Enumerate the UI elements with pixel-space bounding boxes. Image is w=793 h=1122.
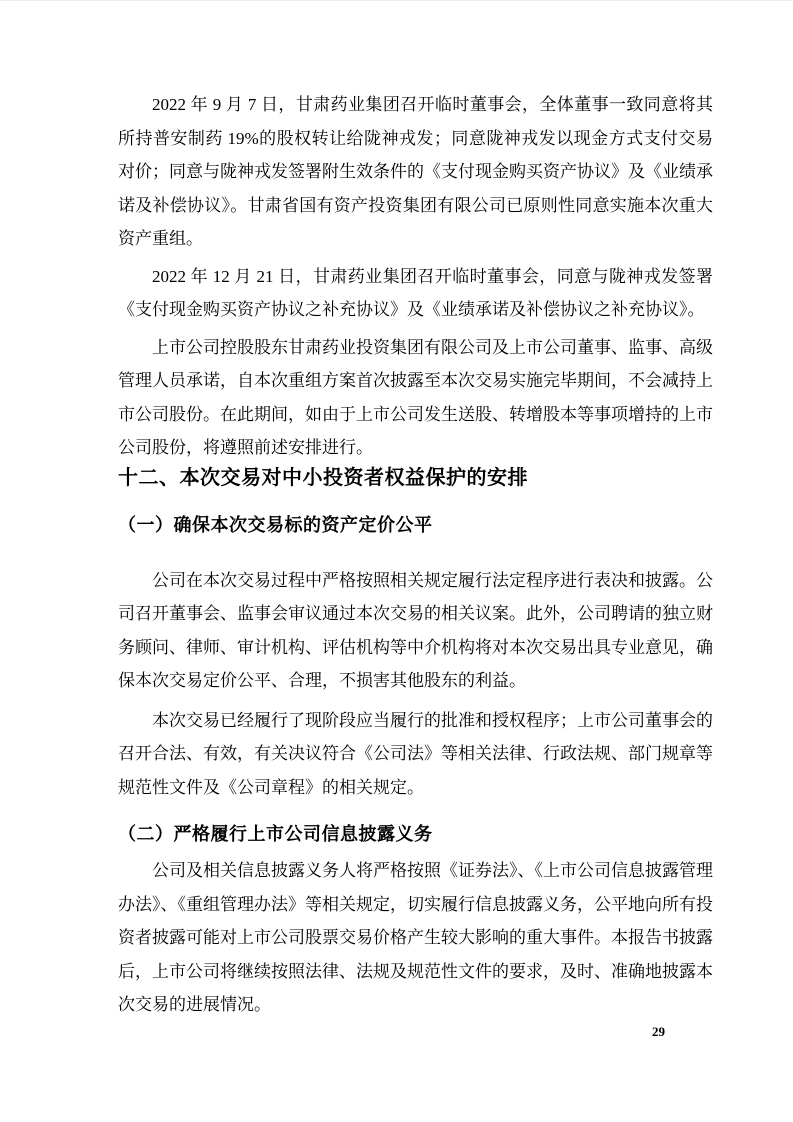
paragraph-pricing-fairness: 公司在本次交易过程中严格按照相关规定履行法定程序进行表决和披露。公司召开董事会、监事会审议通过本次交易的相关议案。此外，公司聘请的独立财务顾问、律师、审计机构、评估机构等中介机构将对本次交易出具专业意见，确保本次交易定价公平、合理，不损害其他股东的利益。 bbox=[118, 570, 713, 690]
subsection-heading-two: （二）严格履行上市公司信息披露义务 bbox=[118, 824, 433, 844]
document-content bbox=[0, 1, 793, 1022]
paragraph-board-meeting-2022-09-07: 2022 年 9 月 7 日，甘肃药业集团召开临时董事会，全体董事一致同意将其所持普安制药 19%的股权转让给陇神戎发；同意陇神戎发以现金方式支付交易对价；同意与陇神戎发签署附生效条件的《支付现金购买资产协议》及《业绩承诺及补偿协议》。甘肃省国有资产投资集团有限公司已原则性同意实施本次重大资产重组。 bbox=[118, 95, 713, 248]
subsection-heading-one: （一）确保本次交易标的资产定价公平 bbox=[118, 514, 433, 535]
page-number: 29 bbox=[652, 1024, 665, 1039]
paragraph-approval-procedures: 本次交易已经履行了现阶段应当履行的批准和授权程序；上市公司董事会的召开合法、有效，有关决议符合《公司法》等相关法律、行政法规、部门规章等规范性文件及《公司章程》的相关规定。 bbox=[118, 710, 713, 797]
paragraph-shareholder-commitment: 上市公司控股股东甘肃药业投资集团有限公司及上市公司董事、监事、高级管理人员承诺，自本次重组方案首次披露至本次交易实施完毕期间，不会减持上市公司股份。在此期间，如由于上市公司发生送股、转增股本等事项增持的上市公司股份，将遵照前述安排进行。 bbox=[118, 337, 713, 457]
paragraph-information-disclosure: 公司及相关信息披露义务人将严格按照《证券法》、《上市公司信息披露管理办法》、《重组管理办法》等相关规定，切实履行信息披露义务，公平地向所有投资者披露可能对上市公司股票交易价格产生较大影响的重大事件。本报告书披露后，上市公司将继续按照法律、法规及规范性文件的要求，及时、准确地披露本次交易的进展情况。 bbox=[118, 861, 713, 1014]
section-heading-twelve: 十二、本次交易对中小投资者权益保护的安排 bbox=[118, 466, 528, 489]
paragraph-board-meeting-2022-12-21: 2022 年 12 月 21 日，甘肃药业集团召开临时董事会，同意与陇神戎发签署《支付现金购买资产协议之补充协议》及《业绩承诺及补偿协议之补充协议》。 bbox=[118, 266, 713, 319]
